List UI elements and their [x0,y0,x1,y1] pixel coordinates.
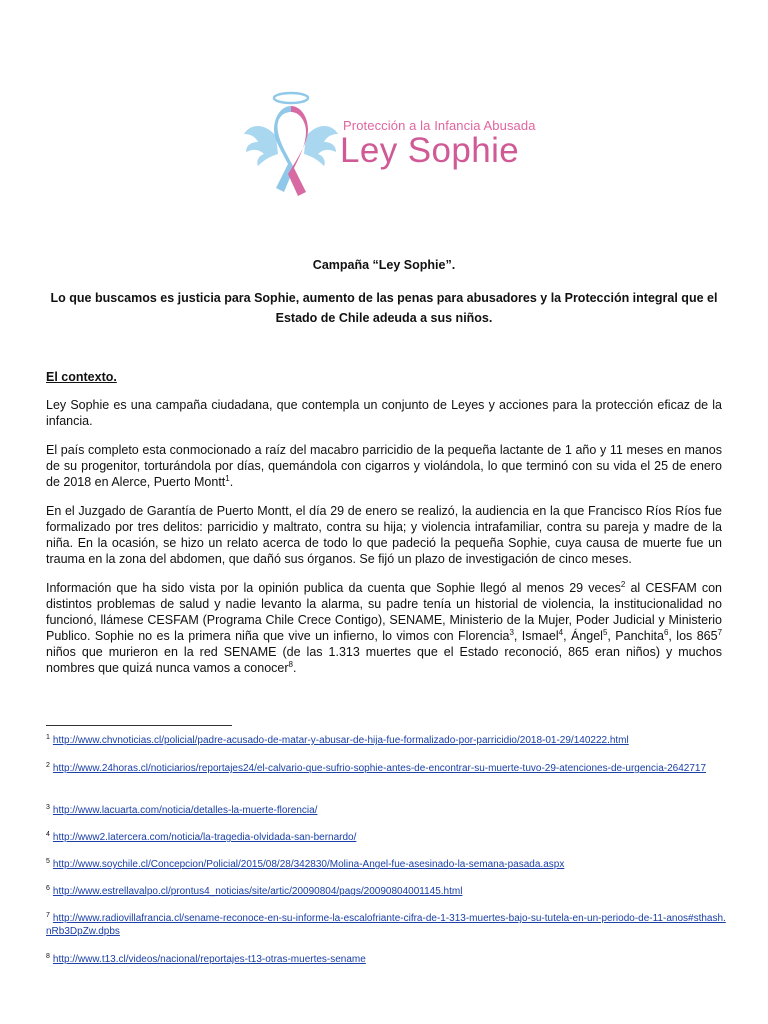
footnote-ref: 8 [288,659,293,669]
paragraph-text: , los 865 [668,629,718,643]
footnote-number: 6 [46,884,50,892]
footnote-number: 8 [46,952,50,960]
logo-subtitle: Protección a la Infancia Abusada [343,118,536,133]
footnote-link[interactable]: http://www.chvnoticias.cl/policial/padre-acusado-de-matar-y-abusar-de-hija-fue-formalizado-por-parricidio/2018-01-29/140222.html [52,735,629,746]
footnote-number: 1 [46,733,50,741]
paragraph-text: . [229,475,234,489]
campaign-title: Campaña “Ley Sophie”. [312,258,456,272]
footnote-number: 7 [46,911,50,919]
footnote-ref: 5 [602,627,608,637]
footnote-number: 3 [46,803,50,811]
footnote-link[interactable]: http://www.soychile.cl/Concepcion/Policial/2015/08/28/342830/Molina-Angel-fue-asesinado-la-semana-pasada.aspx [52,859,565,870]
ley-sophie-logo [236,84,548,204]
paragraph-intro: Ley Sophie es una campaña ciudadana, que contempla un conjunto de Leyes y acciones para la protección eficaz de la infancia. [46,398,722,428]
footnote-3 [46,804,726,817]
paragraph-text: , Ismael [513,629,559,643]
footnote-1 [46,734,726,747]
paragraph-text: , Ángel [563,629,603,643]
footnote-ref: 6 [663,627,669,637]
paragraph-text: . [292,661,297,675]
paragraph-context [46,442,722,490]
footnote-7 [46,912,726,938]
footnote-link[interactable]: http://www.estrellavalpo.cl/prontus4_noticias/site/artic/20090804/pags/20090804001145.html [52,886,463,897]
paragraph-court: En el Juzgado de Garantía de Puerto Montt, el día 29 de enero se realizó, la audiencia en la que Francisco Ríos Ríos fue formalizado por tres delitos: parricidio y maltrato, contra su hija; y violencia intrafamiliar, contra su pareja y madre de la niña. En la ocasión, se hizo un relato acerca de todo lo que padeció la pequeña Sophie, cuya causa de muerte fue un trauma en la zona del abdomen, que dañó sus órganos. Se fijó un plazo de investigación de cinco meses. [46,504,722,566]
paragraph-text: , Panchita [607,629,664,643]
footnote-6 [46,885,726,898]
footnote-link[interactable]: http://www.lacuarta.com/noticia/detalles-la-muerte-florencia/ [52,805,318,816]
footnote-5 [46,858,726,871]
footnote-ref: 1 [225,473,230,483]
footnote-link[interactable]: http://www.24horas.cl/noticiarios/reportajes24/el-calvario-que-sufrio-sophie-antes-de-encontrar-su-muerte-tuvo-29-atenciones-de-urgencia-2642717 [52,763,707,774]
footnote-link[interactable]: http://www.t13.cl/videos/nacional/reportajes-t13-otras-muertes-sename [52,954,366,965]
paragraph-text: El país completo esta conmocionado a raíz del macabro parricidio de la pequeña lactante de 1 año y 11 meses en manos de su progenitor, torturándola por días, quemándola con cigarros y violándola, lo que terminó con su vida el 25 de enero de 2018 en Alerce, Puerto Montt [46,443,722,489]
footnote-8 [46,953,726,966]
logo-title: Ley Sophie [340,131,520,170]
footnote-ref: 7 [717,627,723,637]
footnote-link[interactable]: http://www2.latercera.com/noticia/la-tragedia-olvidada-san-bernardo/ [52,832,357,843]
footnote-2 [46,762,726,775]
footnote-ref: 4 [558,627,564,637]
angel-ribbon-icon [236,84,346,204]
footnote-4 [46,831,726,844]
campaign-subtitle: Lo que buscamos es justicia para Sophie, aumento de las penas para abusadores y la Protección integral que el Estado de Chile adeuda a sus niños. [50,291,718,325]
footnote-separator [46,725,232,726]
footnote-number: 2 [46,761,50,769]
footnote-link[interactable]: http://www.radiovillafrancia.cl/sename-reconoce-en-su-informe-la-escalofriante-cifra-de-1-313-muertes-bajo-su-tutela-en-un-periodo-de-11-anos#sthash.nRb3DpZw.dpbs [46,913,726,937]
paragraph-text: niños que murieron en la red SENAME (de las 1.313 muertes que el Estado reconoció, 865 eran niños) y muchos nombres que quizá nunca vamos a conocer [46,645,722,675]
footnote-number: 4 [46,830,50,838]
paragraph-text: Información que ha sido vista por la opinión publica da cuenta que Sophie llegó al menos 29 veces [46,581,621,595]
section-heading: El contexto. [46,370,117,384]
footnote-ref: 3 [509,627,514,637]
footnote-ref: 2 [620,579,626,589]
paragraph-text: al CESFAM con distintos problemas de salud y nadie levanto la alarma, su padre tenía un historial de violencia, la institucionalidad no funcionó, llámese CESFAM (Programa Chile Crece Contigo), SENAME, Ministerio de la Mujer, Poder Judicial y Ministerio Publico. Sophie no es la primera niña que vive un infierno, lo vimos con Florencia [46,581,723,643]
paragraph-information [46,580,722,676]
footnote-number: 5 [46,857,50,865]
